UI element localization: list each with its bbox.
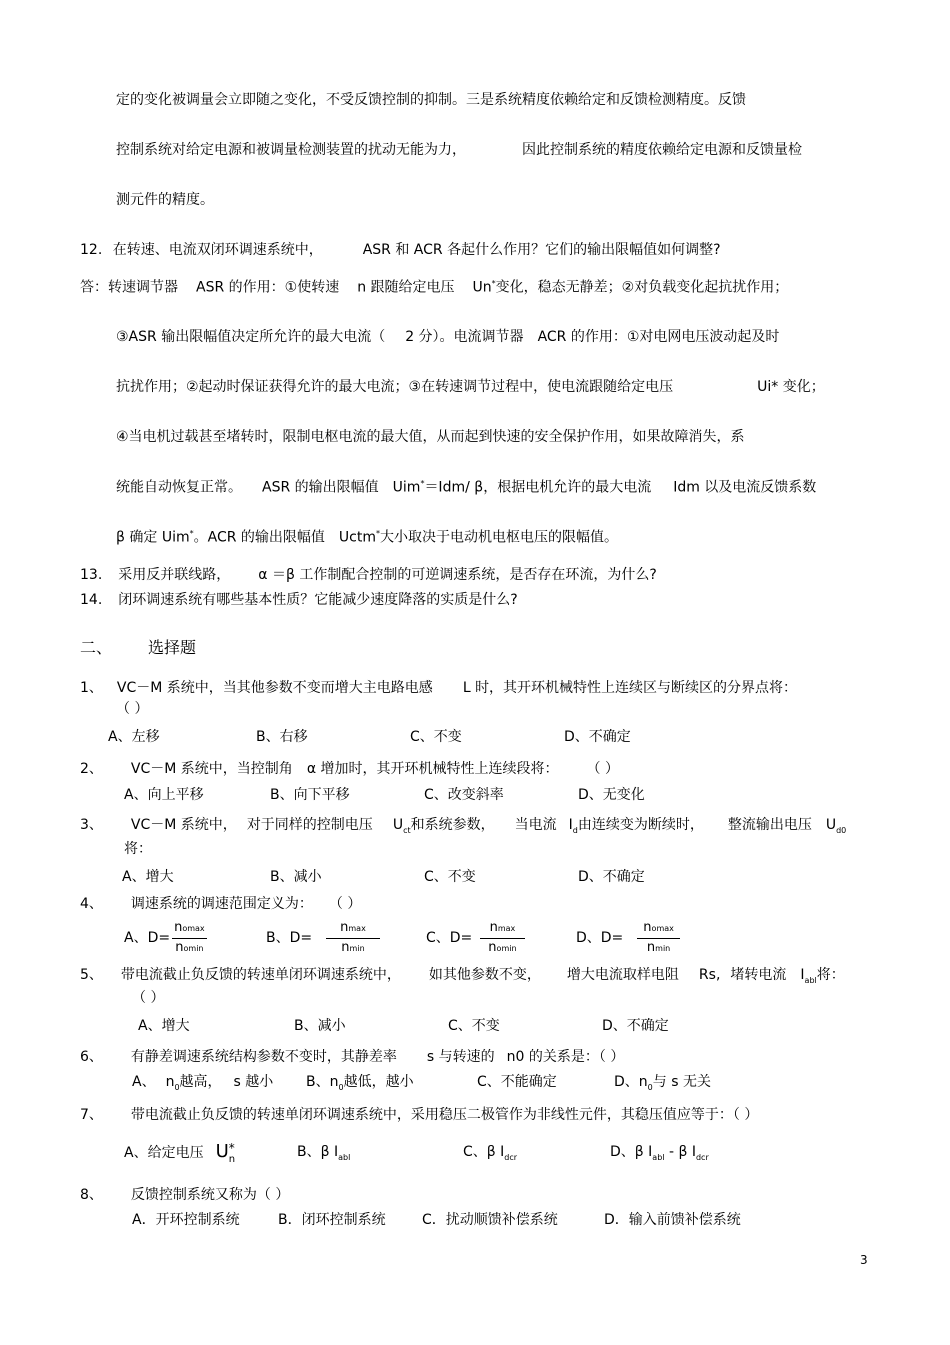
answer-l1a: 答：转速调节器 xyxy=(80,279,178,296)
mc7-c-label: C、β I xyxy=(463,1144,505,1160)
answer-l1c: n 跟随给定电压 xyxy=(357,279,455,296)
mc6-a-text: 越高， xyxy=(179,1074,222,1090)
question-14-text: 闭环调速系统有哪些基本性质？它能减少速度降落的实质是什么? xyxy=(118,592,518,608)
answer-l5e: Idm 以及电流反馈系数 xyxy=(673,479,817,496)
mc4-option-b[interactable] xyxy=(266,918,382,958)
mc5-number: 5、 xyxy=(80,967,103,983)
section-title: 选择题 xyxy=(148,638,197,657)
mc3-text-d: 和系统参数， xyxy=(410,817,495,833)
mc3-number: 3、 xyxy=(80,817,103,833)
fraction xyxy=(326,919,380,958)
n-symbol: n xyxy=(643,919,652,935)
mc1-number: 1、 xyxy=(80,680,103,696)
subscript: max xyxy=(497,923,516,933)
mc4-paren: （ ） xyxy=(328,896,362,912)
mc5-text-d: Rs, xyxy=(698,967,721,983)
answer-line-1 xyxy=(80,280,788,295)
mc5-text-c: 增大电流取样电阻 xyxy=(566,967,679,983)
mc6-b-text: 越低，越小 xyxy=(343,1074,414,1090)
intro-line-1: 定的变化被调量会立即随之变化，不受反馈控制的抑制。三是系统精度依赖给定和反馈检测精度。反馈 xyxy=(116,92,746,108)
mc5-option-a[interactable]: A、增大 xyxy=(138,1018,190,1034)
answer-l2c: ACR 的作用：①对电网电压波动起及时 xyxy=(537,329,780,345)
mc5-text-a: 带电流截止负反馈的转速单闭环调速系统中， xyxy=(120,967,401,983)
mc5-option-b[interactable]: B、减小 xyxy=(294,1018,346,1034)
fraction xyxy=(480,919,524,958)
answer-line-4: ④当电机过载甚至堵转时，限制电枢电流的最大值，从而起到快速的安全保护作用，如果故障消失，系 xyxy=(116,429,745,445)
mc2-number: 2、 xyxy=(80,761,103,777)
subscript: omin xyxy=(183,943,204,953)
mc4-option-a-label: A、D= xyxy=(124,930,171,946)
mc2-option-a[interactable]: A、向上平移 xyxy=(124,787,204,803)
mc3-text-h: 整流输出电压 xyxy=(727,817,812,833)
mc7-option-b[interactable] xyxy=(297,1145,350,1162)
mc7-text: 带电流截止负反馈的转速单闭环调速系统中，采用稳压二极管作为非线性元件，其稳压值应等于：（ ） xyxy=(130,1107,759,1123)
answer-l2b: 2 分）。电流调节器 xyxy=(405,329,524,345)
mc1-paren: （ ） xyxy=(116,701,149,717)
mc4-option-d[interactable] xyxy=(576,918,682,958)
mc4-option-b-label: B、D= xyxy=(266,930,313,946)
mc-question-5 xyxy=(80,968,845,985)
mc5-paren: （ ） xyxy=(132,990,165,1006)
mc4-option-d-label: D、D= xyxy=(576,930,624,946)
question-13-text-a: 采用反并联线路， xyxy=(118,567,231,583)
n-symbol: n xyxy=(340,919,349,935)
mc4-option-c[interactable] xyxy=(426,918,527,958)
mc-question-6 xyxy=(80,1050,624,1064)
mc2-option-d[interactable]: D、无变化 xyxy=(578,787,645,803)
mc5-i: I xyxy=(800,967,805,983)
answer-l1b: ASR 的作用：①使转速 xyxy=(196,279,340,296)
mc8-option-b[interactable]: B．闭环控制系统 xyxy=(278,1212,386,1228)
subscript: dcr xyxy=(695,1152,709,1162)
mc5-text-g: 将： xyxy=(816,967,845,983)
mc-question-1 xyxy=(80,681,797,695)
question-14 xyxy=(80,593,518,607)
mc3-text-b: 对于同样的控制电压 xyxy=(246,817,373,833)
answer-l6b: 。ACR 的输出限幅值 xyxy=(193,529,325,546)
subscript: dcr xyxy=(504,1152,518,1162)
subscript: 0 xyxy=(338,1082,344,1092)
mc7-a-label: A、给定电压 xyxy=(124,1145,204,1161)
answer-line-3 xyxy=(116,380,825,394)
mc5-text-e: 堵转电流 xyxy=(730,967,787,983)
mc4-text: 调速系统的调速范围定义为： xyxy=(130,896,313,912)
star-mark: * xyxy=(375,529,380,538)
intro-line-2a: 控制系统对给定电源和被调量检测装置的扰动无能为力， xyxy=(116,142,466,158)
answer-line-5 xyxy=(116,480,816,495)
subscript: abl xyxy=(652,1152,665,1162)
n-symbol: n xyxy=(175,939,184,955)
answer-l1e: 变化，稳态无静差；②对负载变化起抗扰作用； xyxy=(495,279,789,296)
intro-line-3: 测元件的精度。 xyxy=(116,192,214,208)
question-12 xyxy=(80,243,721,257)
section-number: 二、 xyxy=(80,638,113,657)
question-13-text-b: α ＝β 工作制配合控制的可逆调速系统，是否存在环流，为什么? xyxy=(258,567,657,583)
mc3-ud: U xyxy=(825,817,837,833)
mc7-d-label: D、β I xyxy=(610,1144,653,1160)
page-number: 3 xyxy=(860,1253,868,1267)
answer-l1d: Un xyxy=(472,279,492,296)
mc1-text-b: L 时，其开环机械特性上连续区与断续区的分界点将： xyxy=(462,680,798,696)
mc3-text-e: 当电流 xyxy=(514,817,557,833)
mc7-option-d[interactable] xyxy=(610,1145,709,1162)
mc8-option-d[interactable]: D．输入前馈补偿系统 xyxy=(604,1212,741,1228)
mc8-option-a[interactable]: A．开环控制系统 xyxy=(132,1212,240,1228)
mc6-option-b[interactable] xyxy=(306,1075,414,1092)
mc7-u: U xyxy=(215,1141,229,1162)
answer-l3b: Ui* 变化； xyxy=(757,379,825,395)
mc1-option-d[interactable]: D、不确定 xyxy=(564,729,631,745)
mc6-d-text: 与 s 无关 xyxy=(652,1074,711,1090)
mc-question-2 xyxy=(80,762,619,776)
intro-line-2 xyxy=(116,143,802,157)
answer-l5b: ASR 的输出限幅值 xyxy=(262,479,379,496)
mc6-number: 6、 xyxy=(80,1049,103,1065)
mc7-number: 7、 xyxy=(80,1107,103,1123)
question-13-number: 13. xyxy=(80,567,103,583)
mc-question-7 xyxy=(80,1108,758,1122)
mc6-b-label: B、n xyxy=(306,1074,339,1090)
mc1-option-c[interactable]: C、不变 xyxy=(410,729,462,745)
mc7-d-text: - β I xyxy=(664,1144,696,1160)
answer-line-6 xyxy=(116,530,618,545)
mc3-option-d[interactable]: D、不确定 xyxy=(578,869,645,885)
subscript: max xyxy=(348,923,366,933)
mc3-option-a[interactable]: A、增大 xyxy=(122,869,174,885)
mc6-a-n: n xyxy=(165,1074,175,1090)
mc1-option-a[interactable]: A、左移 xyxy=(108,729,160,745)
mc-question-4 xyxy=(80,897,361,911)
mc3-i: I xyxy=(568,817,573,833)
mc3-text-g: 由连续变为断续时， xyxy=(577,817,704,833)
mc7-option-a[interactable] xyxy=(124,1140,237,1164)
mc2-paren: （ ） xyxy=(586,761,619,777)
mc4-option-c-label: C、D= xyxy=(426,930,473,946)
star-mark: * xyxy=(189,529,194,538)
question-12-number: 12. xyxy=(80,242,103,258)
mc2-option-c[interactable]: C、改变斜率 xyxy=(424,787,504,803)
mc7-u-sub: n xyxy=(228,1154,236,1165)
intro-line-2b: 因此控制系统的精度依赖给定电源和反馈量检 xyxy=(522,142,802,158)
mc5-option-c[interactable]: C、不变 xyxy=(448,1018,500,1034)
subscript: omin xyxy=(496,943,517,953)
mc-question-3 xyxy=(80,818,846,835)
mc2-option-b[interactable]: B、向下平移 xyxy=(270,787,350,803)
n-symbol: n xyxy=(646,939,656,955)
n-symbol: n xyxy=(488,939,497,955)
subscript: min xyxy=(655,943,671,953)
subscript: min xyxy=(349,943,365,953)
subscript: 0 xyxy=(174,1082,180,1092)
mc7-option-c[interactable] xyxy=(463,1145,517,1162)
answer-l2a: ③ASR 输出限幅值决定所允许的最大电流（ xyxy=(116,329,386,345)
mc3-u-sub: ct xyxy=(403,825,411,835)
answer-line-2 xyxy=(116,330,779,344)
mc6-option-d[interactable] xyxy=(614,1075,711,1092)
question-12-text-b: ASR 和 ACR 各起什么作用？它们的输出限幅值如何调整? xyxy=(362,242,721,258)
fraction xyxy=(637,919,680,958)
answer-l6d: 大小取决于电动机电枢电压的限幅值。 xyxy=(379,529,618,546)
mc4-option-a[interactable] xyxy=(124,918,209,958)
question-14-number: 14. xyxy=(80,592,103,608)
mc6-d-label: D、n xyxy=(614,1074,648,1090)
mc5-option-d[interactable]: D、不确定 xyxy=(602,1018,669,1034)
mc6-text-b: s 与转速的 xyxy=(426,1049,495,1065)
mc1-text-a: VC－M 系统中，当其他参数不变而增大主电路电感 xyxy=(116,680,433,696)
mc8-text: 反馈控制系统又称为（ ） xyxy=(130,1187,290,1203)
mc8-option-c[interactable]: C．扰动顺馈补偿系统 xyxy=(422,1212,558,1228)
mc3-tail: 将： xyxy=(124,841,152,857)
mc3-option-b[interactable]: B、减小 xyxy=(270,869,322,885)
mc3-u: U xyxy=(392,817,404,833)
subscript: abl xyxy=(338,1152,351,1162)
n-symbol: n xyxy=(489,919,498,935)
mc6-a-text2: s 越小 xyxy=(233,1074,274,1090)
mc2-text-b: α 增加时，其开环机械特性上连续段将： xyxy=(306,761,559,777)
mc-question-8 xyxy=(80,1188,289,1202)
subscript: 0 xyxy=(647,1082,653,1092)
mc4-number: 4、 xyxy=(80,896,103,912)
mc1-option-b[interactable]: B、右移 xyxy=(256,729,308,745)
answer-l6a: β 确定 Uim xyxy=(116,529,190,546)
subscript: omax xyxy=(182,923,205,933)
mc2-text-a: VC－M 系统中，当控制角 xyxy=(130,761,293,777)
question-13 xyxy=(80,568,657,582)
answer-l5d: ＝Idm/ β，根据电机允许的最大电流 xyxy=(424,479,652,496)
mc3-ud-sub: d0 xyxy=(836,825,847,835)
mc7-u-sup: * xyxy=(228,1141,235,1155)
question-12-text-a: 在转速、电流双闭环调速系统中， xyxy=(112,242,323,258)
mc5-text-b: 如其他参数不变， xyxy=(428,967,541,983)
mc6-text-a: 有静差调速系统结构参数不变时，其静差率 xyxy=(130,1049,397,1065)
section-heading xyxy=(80,640,196,656)
n-symbol: n xyxy=(341,939,350,955)
star-mark: * xyxy=(420,479,425,488)
mc6-option-a[interactable] xyxy=(132,1075,273,1092)
subscript: omax xyxy=(651,923,674,933)
answer-l5c: Uim xyxy=(392,479,421,496)
mc3-text-a: VC－M 系统中， xyxy=(130,817,237,833)
answer-l3a: 抗扰作用；②起动时保证获得允许的最大电流；③在转速调节过程中，使电流跟随给定电压 xyxy=(116,379,674,395)
fraction xyxy=(172,919,207,958)
n-symbol: n xyxy=(174,919,183,935)
mc3-i-sub: d xyxy=(572,825,578,835)
mc3-option-c[interactable]: C、不变 xyxy=(424,869,476,885)
mc6-text-c: n0 的关系是：（ ） xyxy=(506,1049,625,1065)
mc5-i-sub: abl xyxy=(804,975,817,985)
mc8-number: 8、 xyxy=(80,1187,103,1203)
mc6-a-label: A、 xyxy=(132,1074,156,1090)
answer-l5a: 统能自动恢复正常。 xyxy=(116,479,242,496)
star-mark: * xyxy=(491,279,496,288)
mc7-b-label: B、β I xyxy=(297,1144,339,1160)
answer-l6c: Uctm xyxy=(338,529,376,546)
mc6-option-c[interactable]: C、不能确定 xyxy=(477,1074,557,1090)
